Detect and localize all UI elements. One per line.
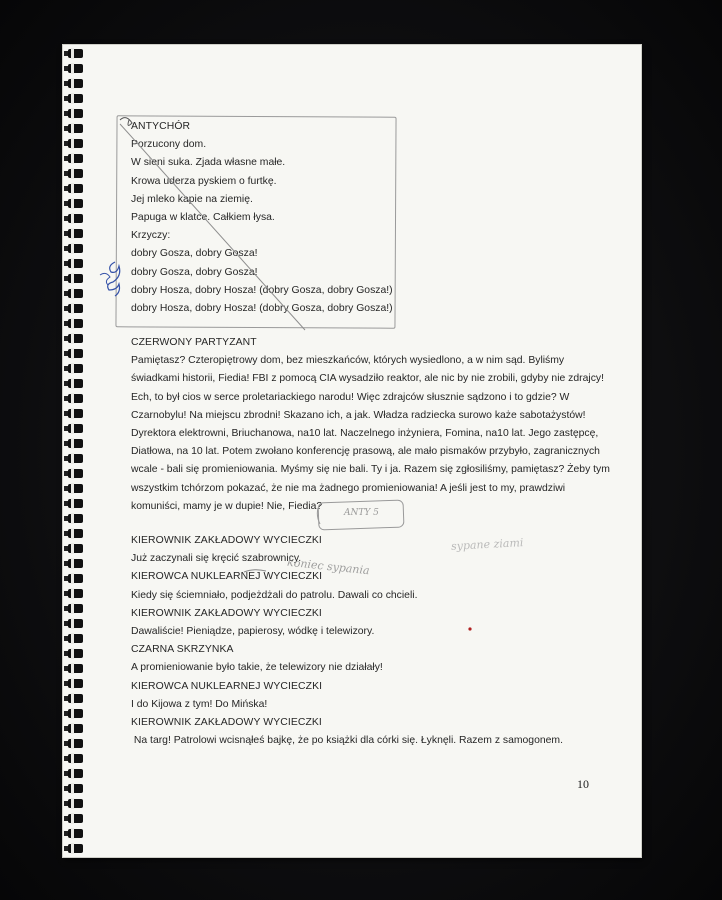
red-ink-dot [468,627,471,630]
partisan-line: Pamiętasz? Czteropiętrowy dom, bez mieszkańców, których wysiedlono, a w nim sąd. Byliśmy [131,355,565,367]
dialogue-line: Dawaliście! Pieniądze, papierosy, wódkę i telewizory. [131,625,375,637]
chorus-line: Krowa uderza pyskiem o furtkę. [131,175,277,187]
chorus-line: dobry Hosza, dobry Hosza! (dobry Gosza, dobry Gosza!) [131,302,393,314]
partisan-line: wcale - bali się promieniowania. Myśmy się nie bali. Ty i ja. Razem się zgłosiliśmy, pamiętasz? Żeby tym [131,464,610,476]
handwritten-note-center: koniec sypania [286,555,371,578]
speaker-name: CZARNA SKRZYNKA [131,644,234,656]
partisan-line: świadkami historii, Fiedia! FBI z pomocą CIA wysadziło reaktor, ale nic by nie zrobili, gdyby nie zdrajcy! [131,373,604,385]
partisan-line: Ech, to był cios w serce proletariackiego narodu! Więc zdrajców słusznie sądzono i to gdzie? W [131,391,570,403]
pen-corner-scribble [120,118,132,126]
chorus-line: dobry Gosza, dobry Gosza! [131,266,258,278]
chorus-heading: ANTYCHÓR [131,121,191,132]
page-number: 10 [577,777,589,791]
speaker-name: KIEROWNIK ZAKŁADOWY WYCIECZKI [131,716,322,728]
blue-pen-squiggle [108,262,120,296]
speaker-name: KIEROWNIK ZAKŁADOWY WYCIECZKI [131,607,322,619]
partisan-line: komuniści, mamy je w dupie! Nie, Fiedia? [131,500,323,512]
chorus-line: Porzucony dom. [131,139,207,151]
chorus-line: Jej mleko kapie na ziemię. [131,193,253,205]
dialogue-line: Kiedy się ściemniało, podjeżdżali do patrolu. Dawali co chcieli. [131,589,418,601]
handwritten-note-right: sypane ziami [450,536,524,553]
dialogue-line: I do Kijowa z tym! Do Mińska! [131,698,268,710]
speaker-name: KIEROWNIK ZAKŁADOWY WYCIECZKI [131,535,322,546]
partisan-line: wszystkim tchórzom pokazać, że nie ma żadnego promieniowania! A jeśli jest to my, prawdziwi [131,482,566,494]
partisan-heading: CZERWONY PARTYZANT [131,337,257,348]
chorus-line: W sieni suka. Zjada własne małe. [131,157,286,169]
dialogue-line: A promieniowanie było takie, że telewizory nie działały! [131,662,383,674]
speaker-name: KIEROWCA NUKLEARNEJ WYCIECZKI [131,680,323,692]
chorus-line: Krzyczy: [131,230,171,242]
partisan-line: Czarnobylu! Na miejscu zbrodni! Skazano ich, a jak. Władza radziecka surowo każe sabotażystów! [131,409,586,421]
blue-pen-squiggle [100,273,110,285]
chorus-line: Papuga w klatce. Całkiem łysa. [131,211,275,223]
chorus-line: dobry Gosza, dobry Gosza! [131,248,258,260]
speaker-name: KIEROWCA NUKLEARNEJ WYCIECZKI [131,571,323,583]
pencil-underline [244,570,266,572]
partisan-line: Diatłowa, na 10 lat. Potem zwołano konferencję prasową, ale mało pismaków przybyło, zagranicznych [131,446,600,458]
dialogue-line: Już zaczynali się kręcić szabrownicy. [131,553,302,565]
chorus-line: dobry Hosza, dobry Hosza! (dobry Gosza, dobry Gosza!) [131,284,393,296]
dialogue-line: Na targ! Patrolowi wcisnąłeś bajkę, że po książki dla córki się. Łyknęli. Razem z samogonem. [131,735,563,747]
pencil-diagonal-strike [120,124,305,330]
pencil-bracket [317,508,320,524]
handwritten-stamp: ANTY 5 [344,508,379,518]
partisan-line: Dyrektora elektrowni, Briuchanowa, na10 lat. Naczelnego inżyniera, Fomina, na10 lat. Jego zastępcę, [131,427,599,439]
